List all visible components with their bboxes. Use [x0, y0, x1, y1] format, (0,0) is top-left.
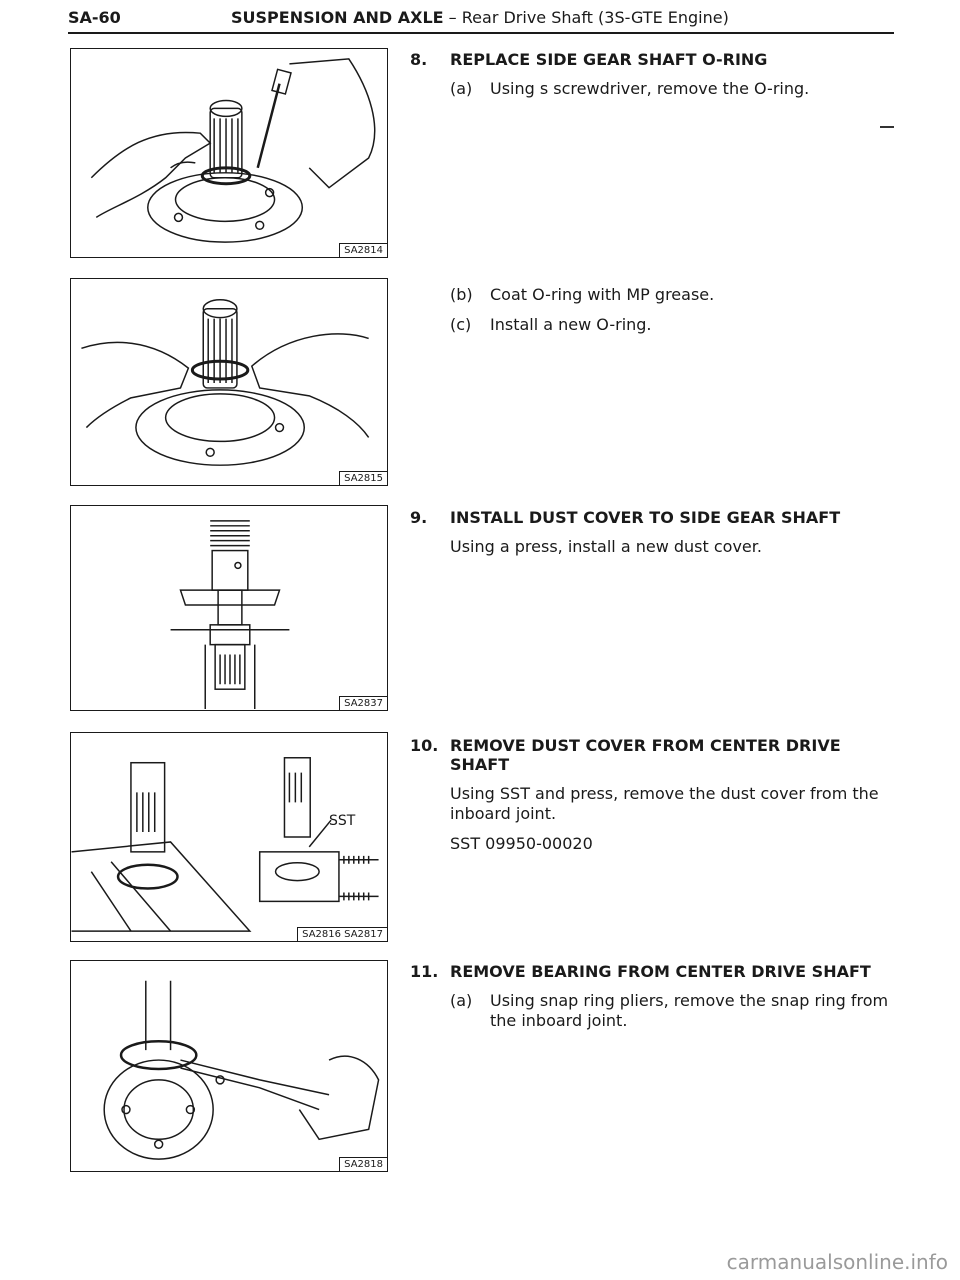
step-body: Using a press, install a new dust cover. [450, 537, 762, 556]
header-section: SUSPENSION AND AXLE [231, 8, 444, 27]
figure-remove-snap-ring [70, 960, 388, 1172]
step-11 [410, 962, 900, 1031]
figure-code: SA2815 [339, 471, 387, 485]
watermark: carmanualsonline.info [726, 1250, 948, 1274]
substep-label: (a) [450, 79, 473, 98]
figure-code: SA2816 SA2817 [297, 927, 387, 941]
substep-text: Coat O-ring with MP grease. [490, 285, 715, 304]
step-title: REPLACE SIDE GEAR SHAFT O-RING [450, 50, 768, 69]
step-number: 10. [410, 736, 439, 755]
page-number: SA-60 [68, 8, 121, 27]
step-body: Using SST and press, remove the dust cover from the inboard joint. [450, 784, 879, 823]
substep-text: Using snap ring pliers, remove the snap ring from the inboard joint. [490, 991, 889, 1030]
substep-label: (c) [450, 315, 472, 334]
illustration-remove-snap-ring [71, 961, 387, 1171]
step-heading [410, 962, 900, 981]
substep-a [450, 79, 900, 99]
figure-remove-o-ring [70, 48, 388, 258]
step-title: REMOVE DUST COVER FROM CENTER DRIVE SHAFT [450, 736, 841, 774]
figure-press-dust-cover [70, 505, 388, 711]
step-heading [410, 736, 900, 774]
step-9 [410, 508, 900, 557]
step-heading [410, 50, 900, 69]
step-8-continued [410, 275, 900, 335]
step-title: INSTALL DUST COVER TO SIDE GEAR SHAFT [450, 508, 841, 527]
figure-install-o-ring [70, 278, 388, 486]
figure-code: SA2837 [339, 696, 387, 710]
step-number: 8. [410, 50, 428, 69]
figure-code: SA2818 [339, 1157, 387, 1171]
substep-text: Using s screwdriver, remove the O-ring. [490, 79, 810, 98]
figure-code: SA2814 [339, 243, 387, 257]
step-number: 11. [410, 962, 439, 981]
margin-mark [880, 126, 894, 128]
substep-text: Install a new O-ring. [490, 315, 652, 334]
illustration-remove-dust-cover [71, 733, 387, 941]
step-number: 9. [410, 508, 428, 527]
substep-c [450, 315, 900, 335]
header-subtitle: – Rear Drive Shaft (3S-GTE Engine) [443, 8, 729, 27]
illustration-press-dust-cover [71, 506, 387, 710]
step-8 [410, 50, 900, 99]
step-10 [410, 736, 900, 854]
step-title: REMOVE BEARING FROM CENTER DRIVE SHAFT [450, 962, 871, 981]
header-title [231, 8, 729, 27]
page-header [68, 6, 894, 34]
substep-label: (a) [450, 991, 473, 1010]
illustration-remove-o-ring [71, 49, 387, 257]
sst-callout: SST [329, 813, 356, 829]
substep-label: (b) [450, 285, 473, 304]
substep-a [450, 991, 900, 1031]
step-heading [410, 508, 900, 527]
illustration-install-o-ring [71, 279, 387, 485]
figure-remove-dust-cover [70, 732, 388, 942]
sst-number: SST 09950-00020 [450, 834, 593, 853]
substep-b [450, 285, 900, 305]
